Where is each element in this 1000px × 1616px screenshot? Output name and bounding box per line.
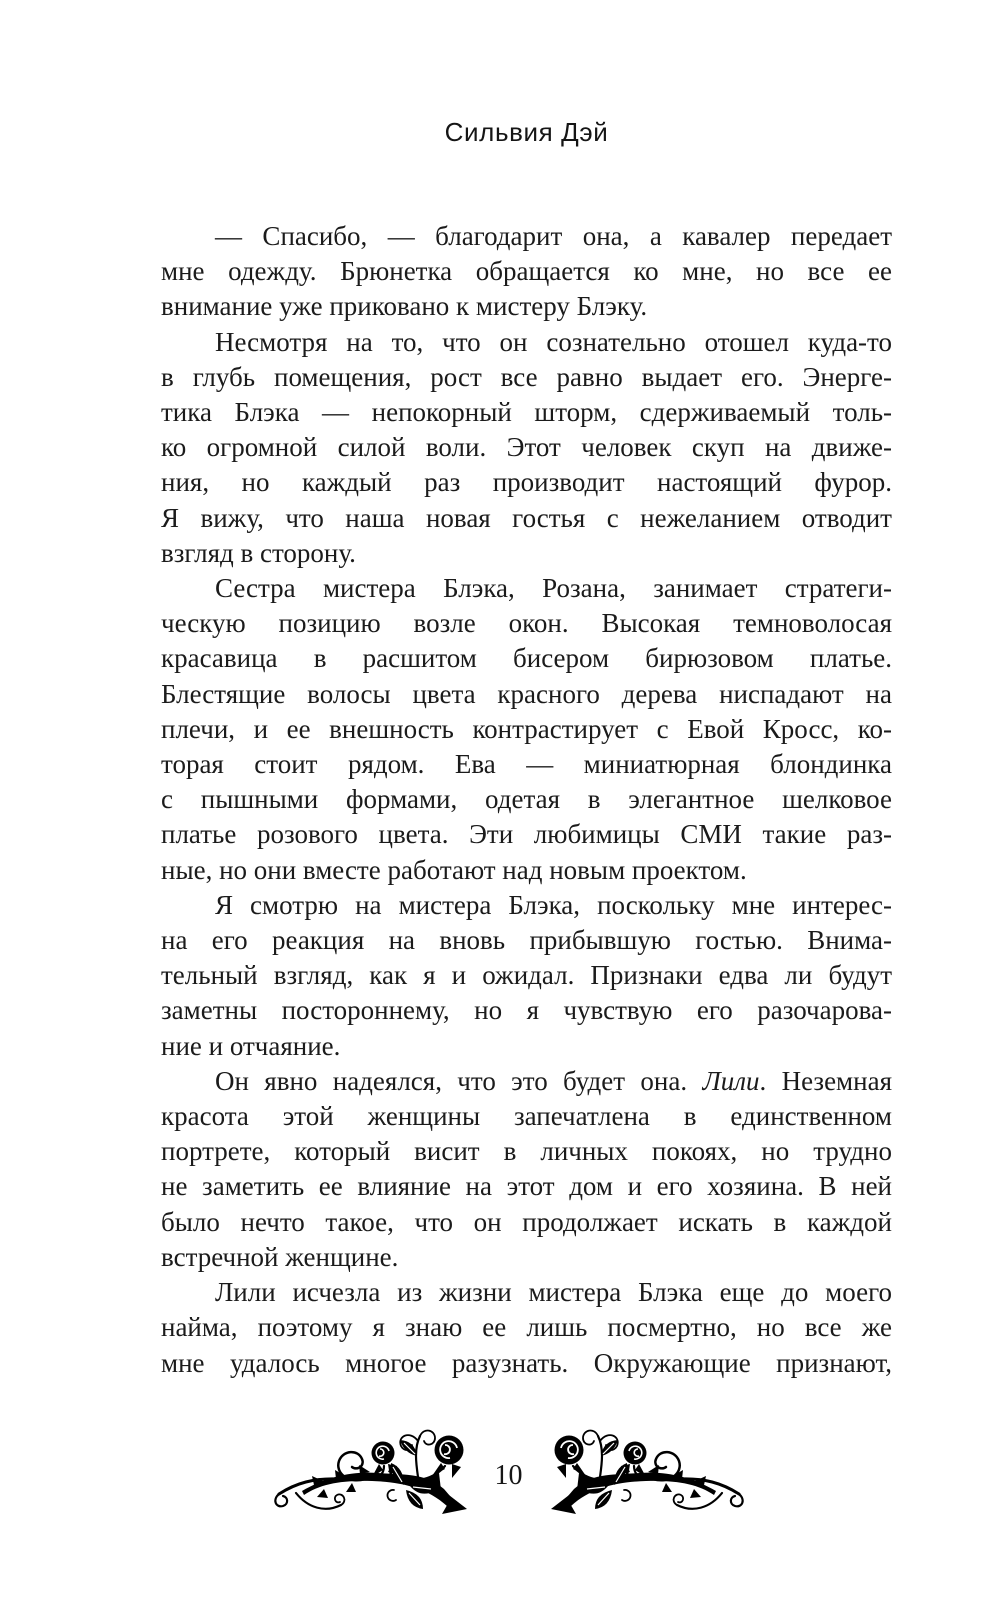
text-line: ческую позицию возле окон. Высокая темноволосая (161, 608, 892, 639)
text-line: внимание уже приковано к мистеру Блэку. (161, 291, 648, 322)
page-footer (143, 1420, 874, 1526)
text-line: красота этой женщины запечатлена в единственном (161, 1101, 892, 1132)
text-line: взгляд в сторону. (161, 537, 356, 568)
text-line: мне удалось многое разузнать. Окружающие признают, (161, 1347, 892, 1378)
text-line: не заметить ее влияние на этот дом и его хозяина. В ней (161, 1171, 892, 1202)
text-line: Лили исчезла из жизни мистера Блэка еще до моего (215, 1277, 892, 1308)
text-line: ные, но они вместе работают над новым проектом. (161, 854, 747, 885)
text-line: Я смотрю на мистера Блэка, поскольку мне интерес- (215, 889, 892, 920)
text-line: мне одежду. Брюнетка обращается ко мне, но все ее (161, 256, 892, 287)
text-line: торая стоит рядом. Ева — миниатюрная блондинка (161, 749, 892, 780)
page-number: 10 (494, 1460, 523, 1491)
text-line: тельный взгляд, как я и ожидал. Признаки едва ли будут (161, 960, 892, 991)
text-line: в глубь помещения, рост все равно выдает его. Энерге- (161, 361, 892, 392)
text-line: платье розового цвета. Эти любимицы СМИ такие раз- (161, 819, 892, 850)
text-line: с пышными формами, одетая в элегантное шелковое (161, 784, 892, 815)
text-line: найма, поэтому я знаю ее лишь посмертно, но все же (161, 1312, 892, 1343)
rose-flourish-right-icon (550, 1421, 750, 1526)
text-line: заметны постороннему, но я чувствую его разочарова- (161, 995, 892, 1026)
text-line: Блестящие волосы цвета красного дерева ниспадают на (161, 678, 892, 709)
text-line: Он явно надеялся, что это будет она. Лили. Неземная (215, 1065, 892, 1096)
text-line: было нечто такое, что он продолжает искать в каждой (161, 1206, 892, 1237)
text-line: встречной женщине. (161, 1241, 399, 1272)
author-header: Сильвия Дэй (444, 117, 609, 147)
rose-flourish-left-icon (268, 1421, 468, 1526)
text-line: ние и отчаяние. (161, 1030, 341, 1061)
text-line: красавица в расшитом бисером бирюзовом платье. (161, 643, 892, 674)
text-line: Сестра мистера Блэка, Розана, занимает стратеги- (215, 573, 892, 604)
text-line: Несмотря на то, что он сознательно отошел куда-то (215, 326, 892, 357)
text-line: — Спасибо, — благодарит она, а кавалер передает (215, 221, 892, 251)
text-line: ко огромной силой воли. Этот человек скуп на движе- (161, 432, 892, 463)
text-line: тика Блэка — непокорный шторм, сдерживаемый толь- (161, 397, 892, 428)
text-line: Я вижу, что наша новая гостья с нежеланием отводит (161, 502, 892, 533)
text-line: ния, но каждый раз производит настоящий фурор. (161, 467, 892, 498)
text-line: плечи, и ее внешность контрастирует с Евой Кросс, ко- (161, 713, 892, 744)
body-text (161, 219, 892, 1381)
text-line: портрете, который висит в личных покоях, но трудно (161, 1136, 892, 1167)
text-line: на его реакция на вновь прибывшую гостью. Внима- (161, 925, 892, 956)
